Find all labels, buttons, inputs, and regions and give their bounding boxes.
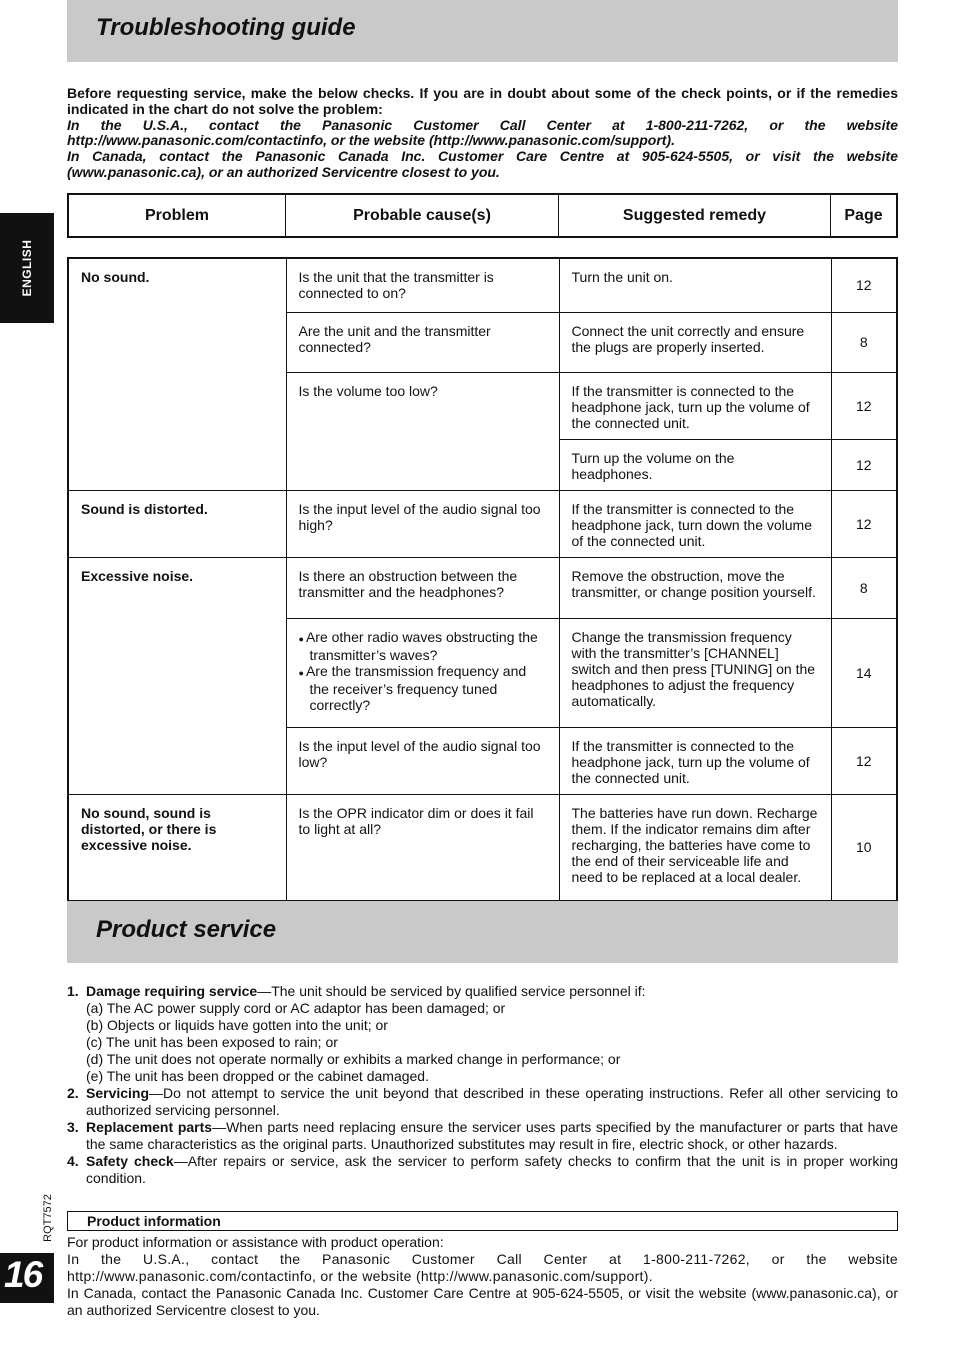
header-problem: Problem — [69, 195, 286, 236]
table-row — [68, 794, 897, 901]
page-cell: 14 — [831, 618, 897, 727]
service-subitem: (b) Objects or liquids have gotten into the unit; or — [86, 1017, 388, 1033]
service-item — [67, 1085, 898, 1119]
service-subitem: (d) The unit does not operate normally or exhibits a marked change in performance; or — [86, 1051, 621, 1067]
remedy-cell: Connect the unit correctly and ensure the plugs are properly inserted. — [559, 312, 831, 372]
cause-bullet-list — [299, 629, 547, 713]
cause-cell: Are the unit and the transmitter connected? — [286, 312, 559, 372]
service-subitem: (a) The AC power supply cord or AC adaptor has been damaged; or — [86, 1000, 506, 1016]
remedy-cell: If the transmitter is connected to the headphone jack, turn up the volume of the connected unit. — [559, 727, 831, 794]
remedy-cell: Change the transmission frequency with the transmitter’s [CHANNEL] switch and then press [TUNING] on the headphones to adjust the frequency automatically. — [559, 618, 831, 727]
service-item — [67, 983, 898, 1085]
page-cell: 12 — [831, 258, 897, 312]
page-cell: 12 — [831, 490, 897, 557]
table-row — [68, 490, 897, 557]
service-item-number: 2. — [67, 1085, 79, 1101]
service-item-title: Safety check — [86, 1153, 174, 1169]
remedy-cell: Turn the unit on. — [559, 258, 831, 312]
table-header — [67, 193, 898, 238]
problem-cell: No sound, sound is distorted, or there is excessive noise. — [68, 794, 286, 901]
page-cell: 10 — [831, 794, 897, 901]
cause-cell: Is the input level of the audio signal too high? — [286, 490, 559, 557]
service-item-text: —Do not attempt to service the unit beyond that described in these operating instructions. Refer all other servicing to authorized servicing personnel. — [86, 1085, 898, 1118]
intro-canada: In Canada, contact the Panasonic Canada Inc. Customer Care Centre at 905-624-5505, or visit the website (www.panasonic.ca), or an authorized Servicentre closest to you. — [67, 148, 898, 180]
service-item-text: —The unit should be serviced by qualified service personnel if: — [257, 983, 646, 999]
product-service-banner — [67, 901, 898, 963]
cause-cell: Is the unit that the transmitter is connected to on? — [286, 258, 559, 312]
page-cell: 12 — [831, 727, 897, 794]
service-item-title: Damage requiring service — [86, 983, 258, 999]
troubleshooting-banner — [67, 0, 898, 62]
table-row — [68, 258, 897, 312]
page-number-box — [0, 1253, 54, 1303]
service-item-number: 4. — [67, 1153, 79, 1169]
contact-intro: For product information or assistance with product operation: — [67, 1234, 444, 1250]
page-number: 16 — [4, 1254, 42, 1295]
cause-cell: Is the input level of the audio signal too low? — [286, 727, 559, 794]
problem-cell: Excessive noise. — [68, 557, 286, 794]
contact-canada: In Canada, contact the Panasonic Canada Inc. Customer Care Centre at 905-624-5505, or visit the website (www.panasonic.ca), or an authorized Servicentre closest to you. — [67, 1285, 898, 1318]
header-page: Page — [844, 206, 883, 224]
product-service-list — [67, 983, 898, 1187]
cause-bullet: ● Are the transmission frequency and the receiver’s frequency tuned correctly? — [299, 663, 547, 713]
service-item — [67, 1153, 898, 1187]
table-row — [68, 557, 897, 618]
header-cause: Probable cause(s) — [286, 195, 559, 236]
service-item-number: 1. — [67, 983, 79, 999]
service-item — [67, 1119, 898, 1153]
model-code: RQT7572 — [42, 1194, 54, 1242]
service-item-text: —After repairs or service, ask the servicer to perform safety checks to confirm that the unit is in proper working condition. — [86, 1153, 898, 1186]
service-item-title: Replacement parts — [86, 1119, 213, 1135]
service-item-number: 3. — [67, 1119, 79, 1135]
troubleshooting-title: Troubleshooting guide — [96, 14, 356, 41]
service-item-text: —When parts need replacing ensure the servicer uses parts specified by the manufacturer or parts that have the same characteristics as the original parts. Unauthorized substitutes may result in fire, electric shock, or other hazards. — [86, 1119, 898, 1152]
intro-text — [67, 86, 898, 181]
cause-cell — [286, 618, 559, 727]
page-cell: 12 — [831, 439, 897, 490]
page-cell: 8 — [831, 312, 897, 372]
cause-cell: Is there an obstruction between the transmitter and the headphones? — [286, 557, 559, 618]
cause-cell: Is the OPR indicator dim or does it fail to light at all? — [286, 794, 559, 901]
service-subitem: (e) The unit has been dropped or the cabinet damaged. — [86, 1068, 429, 1084]
service-item-title: Servicing — [86, 1085, 150, 1101]
remedy-cell: If the transmitter is connected to the headphone jack, turn down the volume of the connected unit. — [559, 490, 831, 557]
product-information-box — [67, 1211, 898, 1231]
remedy-cell: If the transmitter is connected to the headphone jack, turn up the volume of the connected unit. — [559, 372, 831, 439]
intro-line: Before requesting service, make the below checks. If you are in doubt about some of the check points, or if the remedies indicated in the chart do not solve the problem: — [67, 85, 898, 117]
language-tab — [0, 213, 54, 323]
cause-bullet: ● Are other radio waves obstructing the transmitter’s waves? — [299, 629, 547, 663]
remedy-cell: The batteries have run down. Recharge them. If the indicator remains dim after recharging, the batteries have come to the end of their serviceable life and need to be replaced at a local dealer. — [559, 794, 831, 901]
cause-cell: Is the volume too low? — [286, 372, 559, 490]
troubleshooting-table — [67, 257, 898, 902]
problem-cell: Sound is distorted. — [68, 490, 286, 557]
header-remedy: Suggested remedy — [559, 195, 831, 236]
contact-info — [67, 1234, 898, 1319]
page-cell: 12 — [831, 372, 897, 439]
product-service-title: Product service — [96, 916, 277, 943]
remedy-cell: Turn up the volume on the headphones. — [559, 439, 831, 490]
language-tab-label: ENGLISH — [20, 239, 34, 297]
product-information-title: Product information — [87, 1213, 221, 1229]
remedy-cell: Remove the obstruction, move the transmitter, or change position yourself. — [559, 557, 831, 618]
service-subitem: (c) The unit has been exposed to rain; or — [86, 1034, 338, 1050]
problem-cell: No sound. — [68, 258, 286, 490]
page-cell: 8 — [831, 557, 897, 618]
contact-usa: In the U.S.A., contact the Panasonic Customer Call Center at 1-800-211-7262, or the website http://www.panasonic.com/contactinfo, or the website (http://www.panasonic.com/support). — [67, 1251, 898, 1284]
intro-usa: In the U.S.A., contact the Panasonic Customer Call Center at 1-800-211-7262, or the website http://www.panasonic.com/contactinfo, or the website (http://www.panasonic.com/support). — [67, 116, 898, 149]
